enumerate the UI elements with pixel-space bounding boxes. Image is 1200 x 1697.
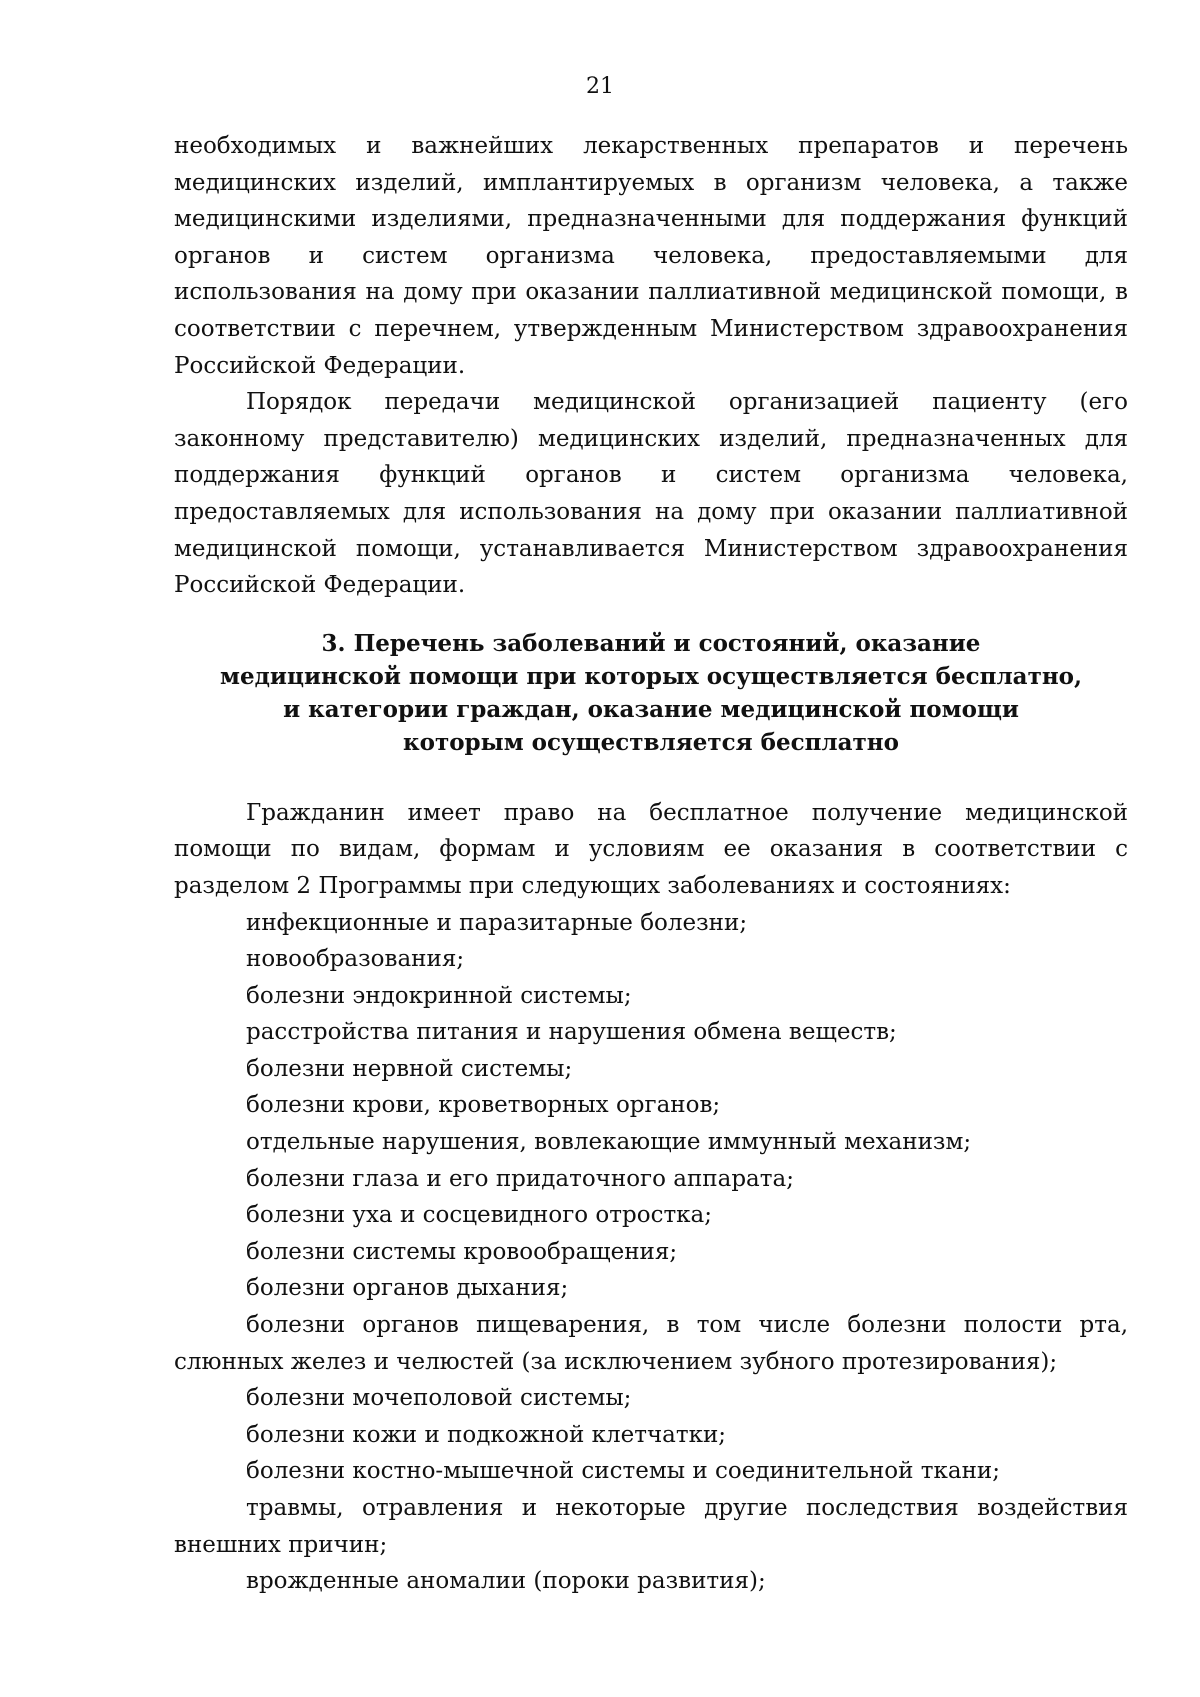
list-item: болезни органов дыхания; [246, 1275, 569, 1302]
list-item: болезни органов пищеварения, в том числе болезни полости рта, слюнных желез и челюстей (за исключением зубного протезирования); [174, 1312, 1128, 1375]
conditions-list [174, 905, 1128, 1600]
section-heading [174, 627, 1128, 759]
document-body [174, 128, 1128, 1600]
list-item: отдельные нарушения, вовлекающие иммунный механизм; [246, 1129, 972, 1156]
paragraph-transfer-procedure: Порядок передачи медицинской организацией пациенту (его законному представителю) медицинских изделий, предназначенных для поддержания функций органов и систем организма человека, предоставляемых для использования на дому при оказании паллиативной медицинской помощи, устанавливается Министерством здравоохранения Российской Федерации. [174, 389, 1128, 599]
list-item: травмы, отравления и некоторые другие последствия воздействия внешних причин; [174, 1495, 1128, 1558]
list-item: болезни костно-мышечной системы и соединительной ткани; [246, 1458, 1000, 1485]
list-item: врожденные аномалии (пороки развития); [246, 1568, 766, 1595]
list-item: болезни нервной системы; [246, 1055, 573, 1082]
section-heading-line: медицинской помощи при которых осуществляется бесплатно, [219, 662, 1083, 690]
paragraph-continuation: необходимых и важнейших лекарственных препаратов и перечень медицинских изделий, имплантируемых в организм человека, а также медицинскими изделиями, предназначенными для поддержания функций органов и систем организма человека, предоставляемыми для использования на дому при оказании паллиативной медицинской помощи, в соответствии с перечнем, утвержденным Министерством здравоохранения Российской Федерации. [174, 133, 1128, 379]
section-heading-line: и категории граждан, оказание медицинской помощи [283, 695, 1019, 723]
list-item: расстройства питания и нарушения обмена веществ; [246, 1019, 897, 1046]
list-item: болезни эндокринной системы; [246, 982, 632, 1009]
intro-paragraph: Гражданин имеет право на бесплатное получение медицинской помощи по видам, формам и условиям ее оказания в соответствии с разделом 2 Программы при следующих заболеваниях и состояниях: [174, 799, 1128, 899]
page-number: 21 [586, 74, 614, 99]
list-item: болезни крови, кроветворных органов; [246, 1092, 721, 1119]
list-item: новообразования; [246, 946, 465, 973]
section-heading-line: которым осуществляется бесплатно [403, 728, 899, 756]
list-item: болезни глаза и его придаточного аппарата; [246, 1165, 794, 1192]
list-item: болезни мочеполовой системы; [246, 1385, 632, 1412]
list-item: болезни системы кровообращения; [246, 1238, 678, 1265]
section-heading-line: 3. Перечень заболеваний и состояний, оказание [321, 629, 981, 657]
list-item: болезни уха и сосцевидного отростка; [246, 1202, 713, 1229]
list-item: инфекционные и паразитарные болезни; [246, 909, 748, 936]
list-item: болезни кожи и подкожной клетчатки; [246, 1421, 727, 1448]
